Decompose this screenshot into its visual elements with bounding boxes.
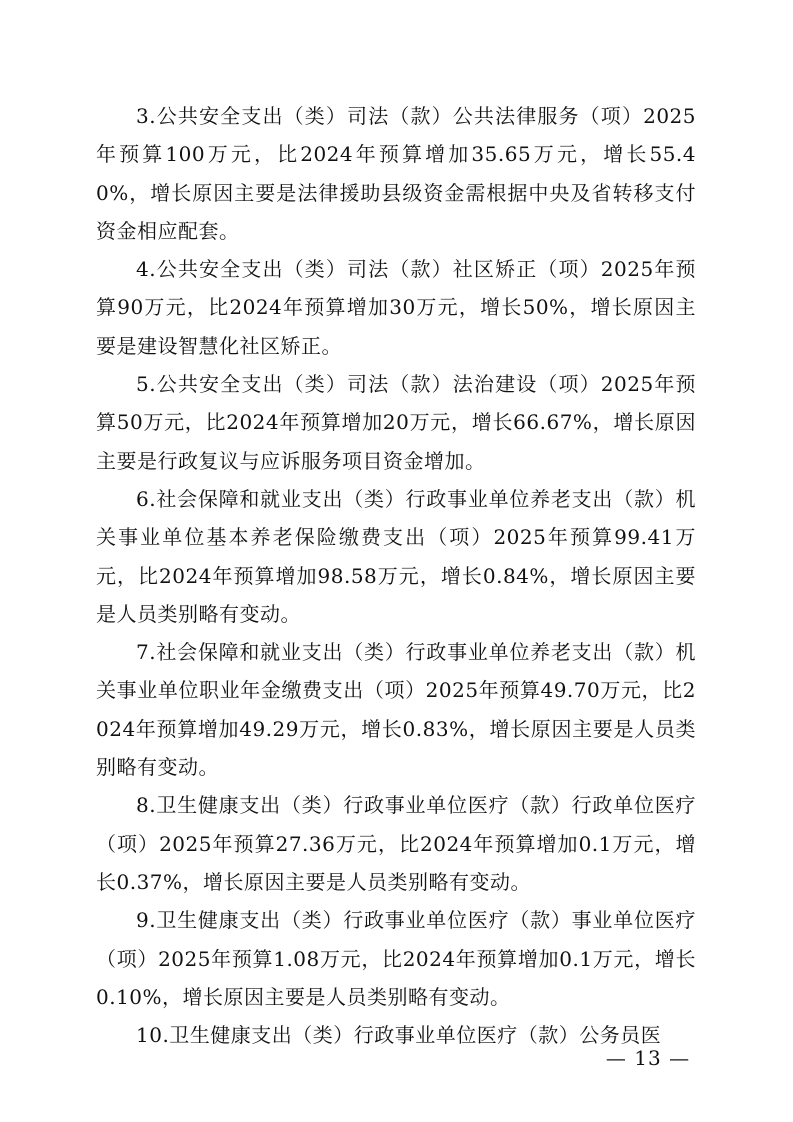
document-body xyxy=(96,97,696,1054)
paragraph-item-5: 5.公共安全支出（类）司法（款）法治建设（项）2025年预算50万元，比2024年预算增加20万元，增长66.67%，增长原因主要是行政复议与应诉服务项目资金增加。 xyxy=(96,372,696,473)
page-number: — 13 — xyxy=(605,1046,691,1070)
paragraph-item-8: 8.卫生健康支出（类）行政事业单位医疗（款）行政单位医疗（项）2025年预算27.36万元，比2024年预算增加0.1万元，增长0.37%，增长原因主要是人员类别略有变动。 xyxy=(96,793,696,894)
paragraph-item-9: 9.卫生健康支出（类）行政事业单位医疗（款）事业单位医疗（项）2025年预算1.08万元，比2024年预算增加0.1万元，增长0.10%，增长原因主要是人员类别略有变动。 xyxy=(96,908,696,1009)
paragraph-item-3: 3.公共安全支出（类）司法（款）公共法律服务（项）2025年预算100万元，比2024年预算增加35.65万元，增长55.40%，增长原因主要是法律援助县级资金需根据中央及省转移支付资金相应配套。 xyxy=(96,104,696,243)
paragraph-item-6: 6.社会保障和就业支出（类）行政事业单位养老支出（款）机关事业单位基本养老保险缴费支出（项）2025年预算99.41万元，比2024年预算增加98.58万元，增长0.84%，增长原因主要是人员类别略有变动。 xyxy=(96,486,696,626)
paragraph-item-10: 10.卫生健康支出（类）行政事业单位医疗（款）公务员医 xyxy=(136,1023,662,1048)
paragraph-item-4: 4.公共安全支出（类）司法（款）社区矫正（项）2025年预算90万元，比2024年预算增加30万元，增长50%，增长原因主要是建设智慧化社区矫正。 xyxy=(96,257,696,358)
paragraph-item-7: 7.社会保障和就业支出（类）行政事业单位养老支出（款）机关事业单位职业年金缴费支出（项）2025年预算49.70万元，比2024年预算增加49.29万元，增长0.83%，增长原因主要是人员类别略有变动。 xyxy=(96,640,696,780)
